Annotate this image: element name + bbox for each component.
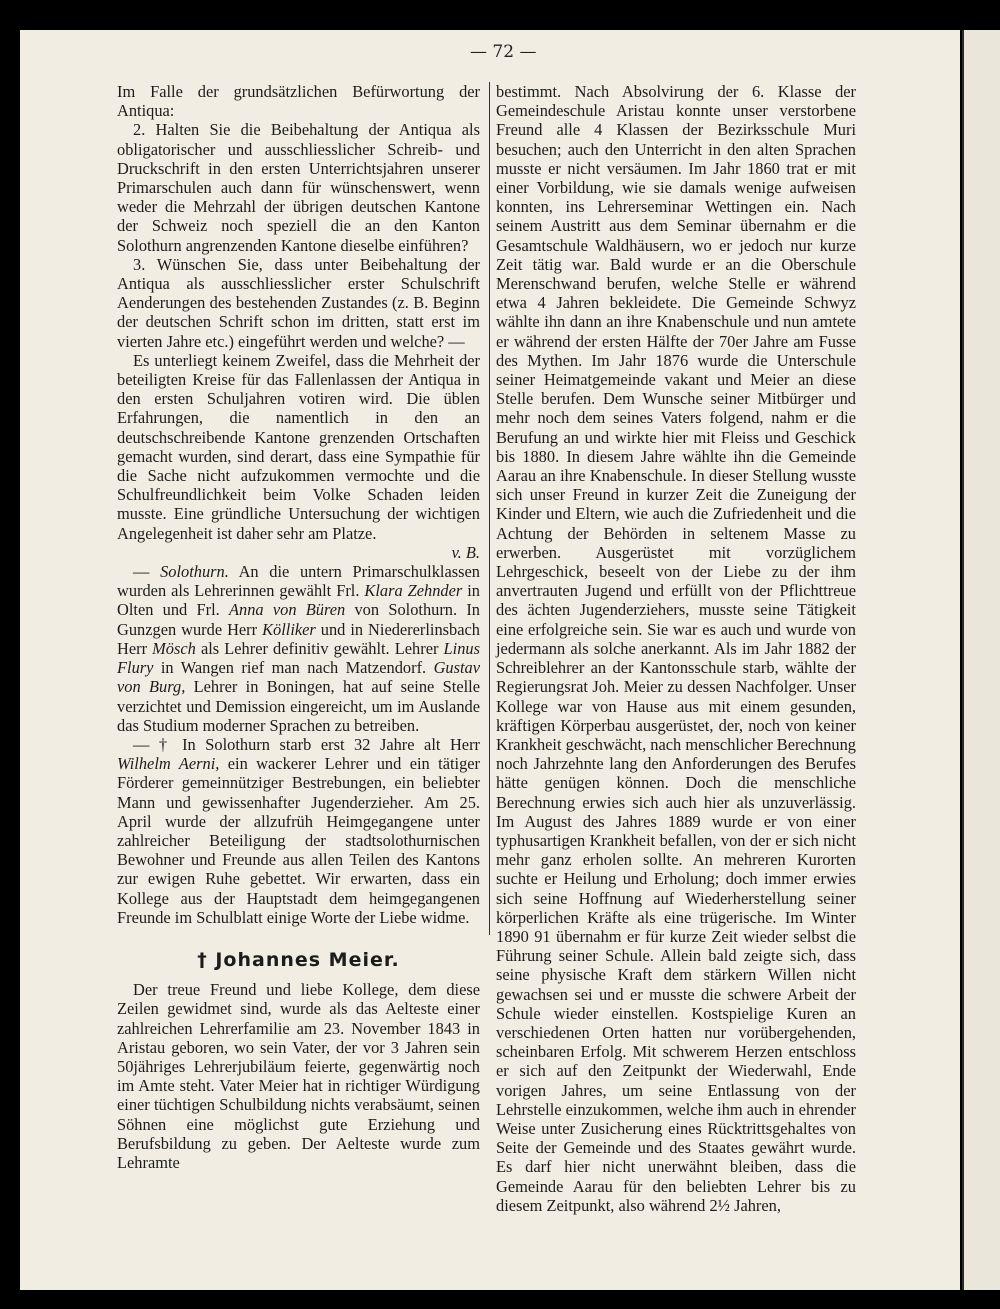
signature: v. B. xyxy=(451,542,480,562)
page-number: — 72 — xyxy=(470,42,537,62)
paragraph: Der treue Freund und liebe Kollege, dem diese Zeilen gewidmet sind, wurde als das Aelteste einer zahlreichen Lehrerfamilie am 23. November 1843 in Aristau geboren, wo sein Vater, der vor 3 Jahren sein 50jähriges Lehrerjubiläum feierte, gegenwärtig noch im Amte steht. Vater Meier hat in richtiger Würdigung einer tüchtigen Schulbildung nichts verabsäumt, seinen Söhnen eine möglichst gute Erziehung und Berufsbildung zu geben. Der Aelteste wurde zum Lehramte xyxy=(117,980,480,1172)
paragraph: bestimmt. Nach Absolvirung der 6. Klasse der Gemeindeschule Aristau konnte unser verstorbene Freund alle 4 Klassen der Bezirksschule Muri besuchen; auch den Unterricht in den alten Sprachen musste er nicht versäumen. Im Jahr 1860 trat er mit einer Vorbildung, wie sie damals wenige aufweisen konnten, ins Lehrerseminar Wettingen ein. Nach seinem Austritt aus dem Seminar übernahm er die Gesamtschule Waldhäusern, wo er jedoch nur kurze Zeit tätig war. Bald wurde er an die Oberschule Merenschwand berufen, welche Stelle er während etwa 4 Jahren bekleidete. Die Gemeinde Schwyz wählte ihn dann an ihre Knabenschule und nun amtete er während der ersten Hälfte der 70er Jahre am Fusse des Mythen. Im Jahr 1876 wurde die Unterschule seiner Heimatgemeinde vakant und Meier an diese Stelle berufen. Dem Wunsche seiner Mitbürger und mehr noch dem seines Vaters folgend, nahm er die Berufung an und wirkte hier mit Fleiss und Geschick bis 1880. In diesem Jahre wählte ihn die Gemeinde Aarau an ihre Knabenschule. In dieser Stellung wusste sich unser Freund in kurzer Zeit die Zuneigung der Kinder und Eltern, wie auch die Zufriedenheit und die Achtung der Behörden in seltenem Masse zu erwerben. Ausgerüstet mit vorzüglichem Lehrgeschick, beseelt von der Liebe zu der ihm anvertrauten Jugend und erfüllt von der Pflichttreue des ächten Jugenderziehers, musste seine Tätigkeit eine erfolgreiche sein. Sie war es auch und wurde von jedermann als solche anerkannt. Als im Jahr 1882 der Schreiblehrer an der Kantonsschule starb, wählte der Regierungsrat Joh. Meier zu dessen Nachfolger. Unser Kollege war von Hause aus mit einem gesunden, kräftigen Körperbau ausgerüstet, der, noch von keiner Krankheit geschwächt, nach menschlicher Berechnung noch Jahrzehnte lang den Anforderungen des Berufes hätte genügen können. Doch die menschliche Berechnung erwies sich auch hier als unzuverlässig. Im August des Jahres 1889 wurde er von einer typhusartigen Krankheit befallen, von der er sich nicht mehr ganz erholen sollte. An mehreren Kurorten suchte er Heilung und Erholung; doch immer erwies sich seine Hoffnung auf Wiederherstellung seiner körperlichen Kräfte als eine trügerische. Im Winter 1890 91 übernahm er für kurze Zeit wieder selbst die Führung seiner Schule. Allein bald zeigte sich, dass seine physische Kraft dem stärkern Willen nicht gewachsen sei und er musste die schwere Arbeit der Schule wieder einstellen. Kostspielige Kuren an verschiedenen Orten hatten nur vorübergehenden, scheinbaren Erfolg. Mit schwerem Herzen entschloss er sich auf den Zeitpunkt der Wiederwahl, Ende vorigen Jahres, um seine Entlassung von der Lehrstelle einzukommen, welche ihm auch in ehrender Weise unter Zusicherung eines Rücktrittsgehaltes von Seite der Gemeinde und des Staates gewährt wurde. Es darf hier nicht unerwähnt bleiben, dass die Gemeinde Aarau für den beliebten Lehrer bis zu diesem Zeitpunkt, also während 2½ Jahren, xyxy=(496,82,856,1215)
next-page-edge xyxy=(962,30,1000,1290)
paragraph: — † In Solothurn starb erst 32 Jahre alt Herr Wilhelm Aerni, ein wackerer Lehrer und ein tätiger Förderer gemeinnütziger Bestrebungen, ein beliebter Mann und gewissenhafter Jugenderzieher. Am 25. April wurde der allzufrüh Heimgegangene unter zahlreicher Beteiligung der stadtsolothurnischen Bewohner und Freunde aus allen Teilen des Kantons zur ewigen Ruhe gebettet. Wir erwarten, dass ein Kollege aus der Hauptstadt dem heimgegangenen Freunde im Schulblatt einige Worte der Liebe widme. xyxy=(117,734,480,927)
paragraph: Es unterliegt keinem Zweifel, dass die Mehrheit der beteiligten Kreise für das Fallenlassen der Antiqua in den ersten Schuljahren votiren wird. Die üblen Erfahrungen, die namentlich in den an deutschschreibende Kantone grenzenden Ortschaften gemacht wurden, sind derart, dass eine Sympathie für die Sache nicht aufzukommen vermochte und die Schulfreundlichkeit beim Volke Schaden leiden musste. Eine gründliche Untersuchung der wichtigen Angelegenheit ist daher sehr am Platze. xyxy=(117,350,480,543)
left-column xyxy=(117,82,480,1172)
paragraph: 3. Wünschen Sie, dass unter Beibehaltung der Antiqua als ausschliesslicher erster Schulschrift Aenderungen des bestehenden Zustandes (z. B. Beginn der deutschen Schrift schon im dritten, statt erst im vierten Jahre etc.) eingeführt werden und welche? — xyxy=(117,254,480,351)
paragraph: 2. Halten Sie die Beibehaltung der Antiqua als obligatorischer und ausschliesslicher Schreib- und Druckschrift in den ersten Unterrichtsjahren unserer Primarschulen auch dann für wünschenswert, wenn weder die Mehrzahl der übrigen deutschen Kantone der Schweiz noch speziell die an den Kanton Solothurn angrenzenden Kantone dieselbe einführen? xyxy=(117,120,480,255)
obituary-heading: † Johannes Meier. xyxy=(197,948,400,971)
right-column xyxy=(496,82,856,1215)
paragraph: Im Falle der grundsätzlichen Befürwortung der Antiqua: xyxy=(117,82,480,121)
column-divider xyxy=(489,82,490,935)
paragraph: — Solothurn. An die untern Primarschulklassen wurden als Lehrerinnen gewählt Frl. Klara Zehnder in Olten und Frl. Anna von Büren von Solothurn. In Gunzgen wurde Herr Kölliker und in Niedererlinsbach Herr Mösch als Lehrer definitiv gewählt. Lehrer Linus Flury in Wangen rief man nach Matzendorf. Gustav von Burg, Lehrer in Boningen, hat auf seine Stelle verzichtet und Demission eingereicht, um im Auslande das Studium moderner Sprachen zu betreiben. xyxy=(117,562,480,735)
